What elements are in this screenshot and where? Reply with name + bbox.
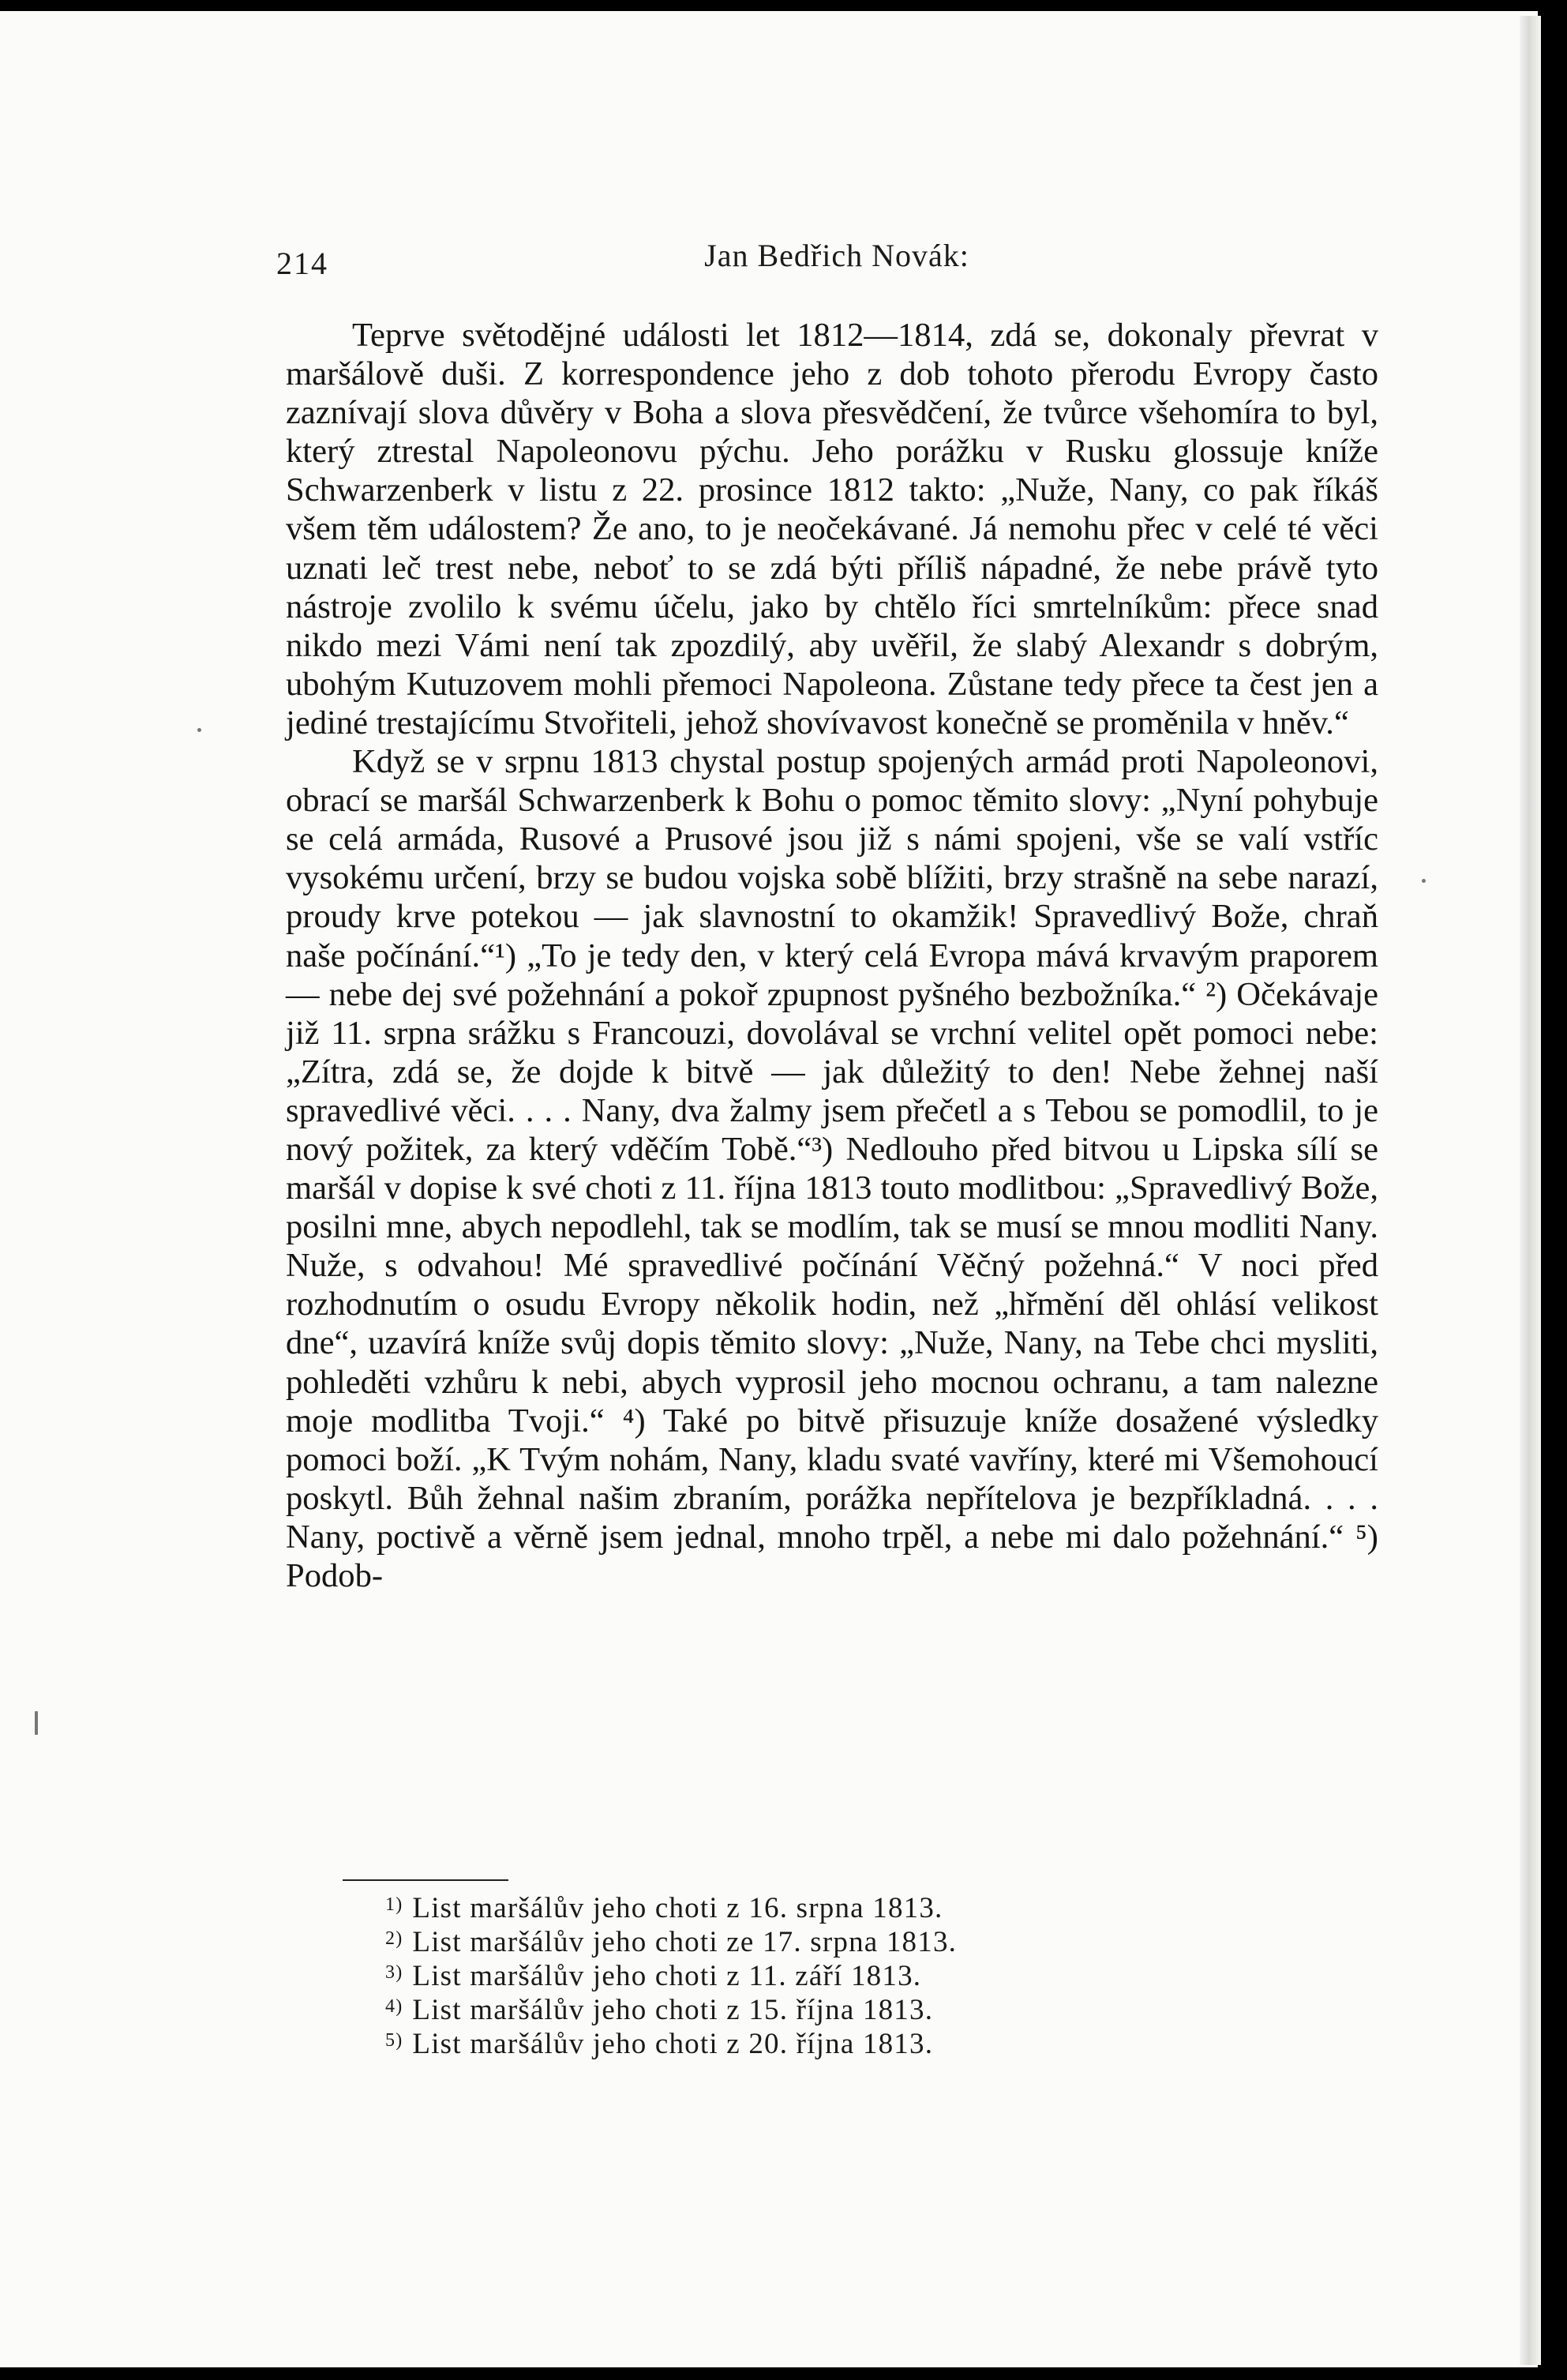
scan-mark	[35, 1711, 38, 1735]
footnote-mark: 1)	[385, 1894, 403, 1915]
page-header	[276, 237, 1397, 284]
footnote-item	[385, 1991, 1175, 2025]
binding-edge	[1541, 16, 1560, 2377]
footnotes	[385, 1890, 1175, 2059]
page-number: 214	[276, 246, 328, 281]
footnote-mark: 3)	[385, 1962, 403, 1983]
running-title: Jan Bedřich Novák:	[704, 238, 969, 273]
footnote-mark: 4)	[385, 1996, 403, 2017]
paragraph-2: Když se v srpnu 1813 chystal postup spojených armád proti Napoleonovi, obrací se maršál Schwarzenberk k Bohu o pomoc těmito slovy: „Nyní pohybuje se celá armáda, Rusové a Prusové jsou již s námi spojeni, vše se valí vstříc vysokému určení, brzy se budou vojska sobě blížiti, brzy strašně na sebe narazí, proudy krve potekou — jak slavnostní to okamžik! Spravedlivý Bože, chraň naše počínání.“¹) „To je tedy den, v který celá Evropa mává krvavým praporem — nebe dej své požehnání a pokoř zpupnost pyšného bezbožníka.“ ²) Očekávaje již 11. srpna srážku s Francouzi, dovolával se vrchní velitel opět pomoci nebe: „Zítra, zdá se, že dojde k bitvě — jak důležitý to den! Nebe žehnej naší spravedlivé věci. . . . Nany, dva žalmy jsem přečetl a s Tebou se pomodlil, to je nový požitek, za který vděčím Tobě.“³) Nedlouho před bitvou u Lipska sílí se maršál v dopise k své choti z 11. října 1813 touto modlitbou: „Spravedlivý Bože, posilni mne, abych nepodlehl, tak se modlím, tak se musí se mnou modliti Nany. Nuže, s odvahou! Mé spravedlivé počínání Věčný požehná.“ V noci před rozhodnutím o osudu Evropy několik hodin, než „hřmění děl ohlásí velikost dne“, uzavírá kníže svůj dopis těmito slovy: „Nuže, Nany, na Tebe chci mysliti, pohleděti vzhůru k nebi, abych vyprosil jeho mocnou ochranu, a tam nalezne moje modlitba Tvoji.“ ⁴) Také po bitvě přisuzuje kníže dosažené výsledky pomoci boží. „K Tvým nohám, Nany, kladu svaté vavříny, které mi Všemohoucí poskytl. Bůh žehnal našim zbraním, porážka nepřítelova je bezpříkladná. . . . Nany, poctivě a věrně jsem jednal, mnoho trpěl, a nebe mi dalo požehnání.“ ⁵) Podob-	[286, 743, 1378, 1594]
print-speck	[197, 728, 201, 732]
footnote-text: List maršálův jeho choti z 15. října 1813.	[412, 1994, 934, 2026]
footnote-item	[385, 1890, 1175, 1924]
footnote-text: List maršálův jeho choti z 20. října 1813.	[412, 2028, 934, 2060]
footnote-mark: 5)	[385, 2030, 403, 2051]
paragraph-1: Teprve světodějné události let 1812—1814, zdá se, dokonaly převrat v maršálově duši. Z korrespondence jeho z dob tohoto přerodu Evropy často zaznívají slova důvěry v Boha a slova přesvědčení, že tvůrce všehomíra to byl, který ztrestal Napoleonovu pýchu. Jeho porážku v Rusku glossuje kníže Schwarzenberk v listu z 22. prosince 1812 takto: „Nuže, Nany, co pak říkáš všem těm událostem? Že ano, to je neočekávané. Já nemohu přec v celé té věci uznati leč trest nebe, neboť to se zdá býti příliš nápadné, že nebe právě tyto nástroje zvolilo k svému účelu, jako by chtělo říci smrtelníkům: přece snad nikdo mezi Vámi není tak zpozdilý, aby uvěřil, že slabý Alexandr s dobrým, ubohým Kutuzovem mohli přemoci Napoleona. Zůstane tedy přece ta čest jen a jediné trestajícímu Stvořiteli, jehož shovívavost konečně se proměnila v hněv.“	[286, 317, 1378, 741]
page-edge-shadow	[1520, 16, 1543, 2365]
print-speck	[1422, 879, 1426, 883]
footnote-item	[385, 2025, 1175, 2059]
footnote-mark: 2)	[385, 1928, 403, 1949]
footnote-text: List maršálův jeho choti z 16. srpna 1813.	[412, 1892, 943, 1924]
footnote-item	[385, 1958, 1175, 1991]
footnote-text: List maršálův jeho choti ze 17. srpna 1813.	[412, 1926, 958, 1958]
footnote-text: List maršálův jeho choti z 11. září 1813.	[412, 1960, 922, 1992]
footnote-rule	[343, 1879, 508, 1881]
body-text	[286, 316, 1378, 1595]
footnote-item	[385, 1924, 1175, 1958]
